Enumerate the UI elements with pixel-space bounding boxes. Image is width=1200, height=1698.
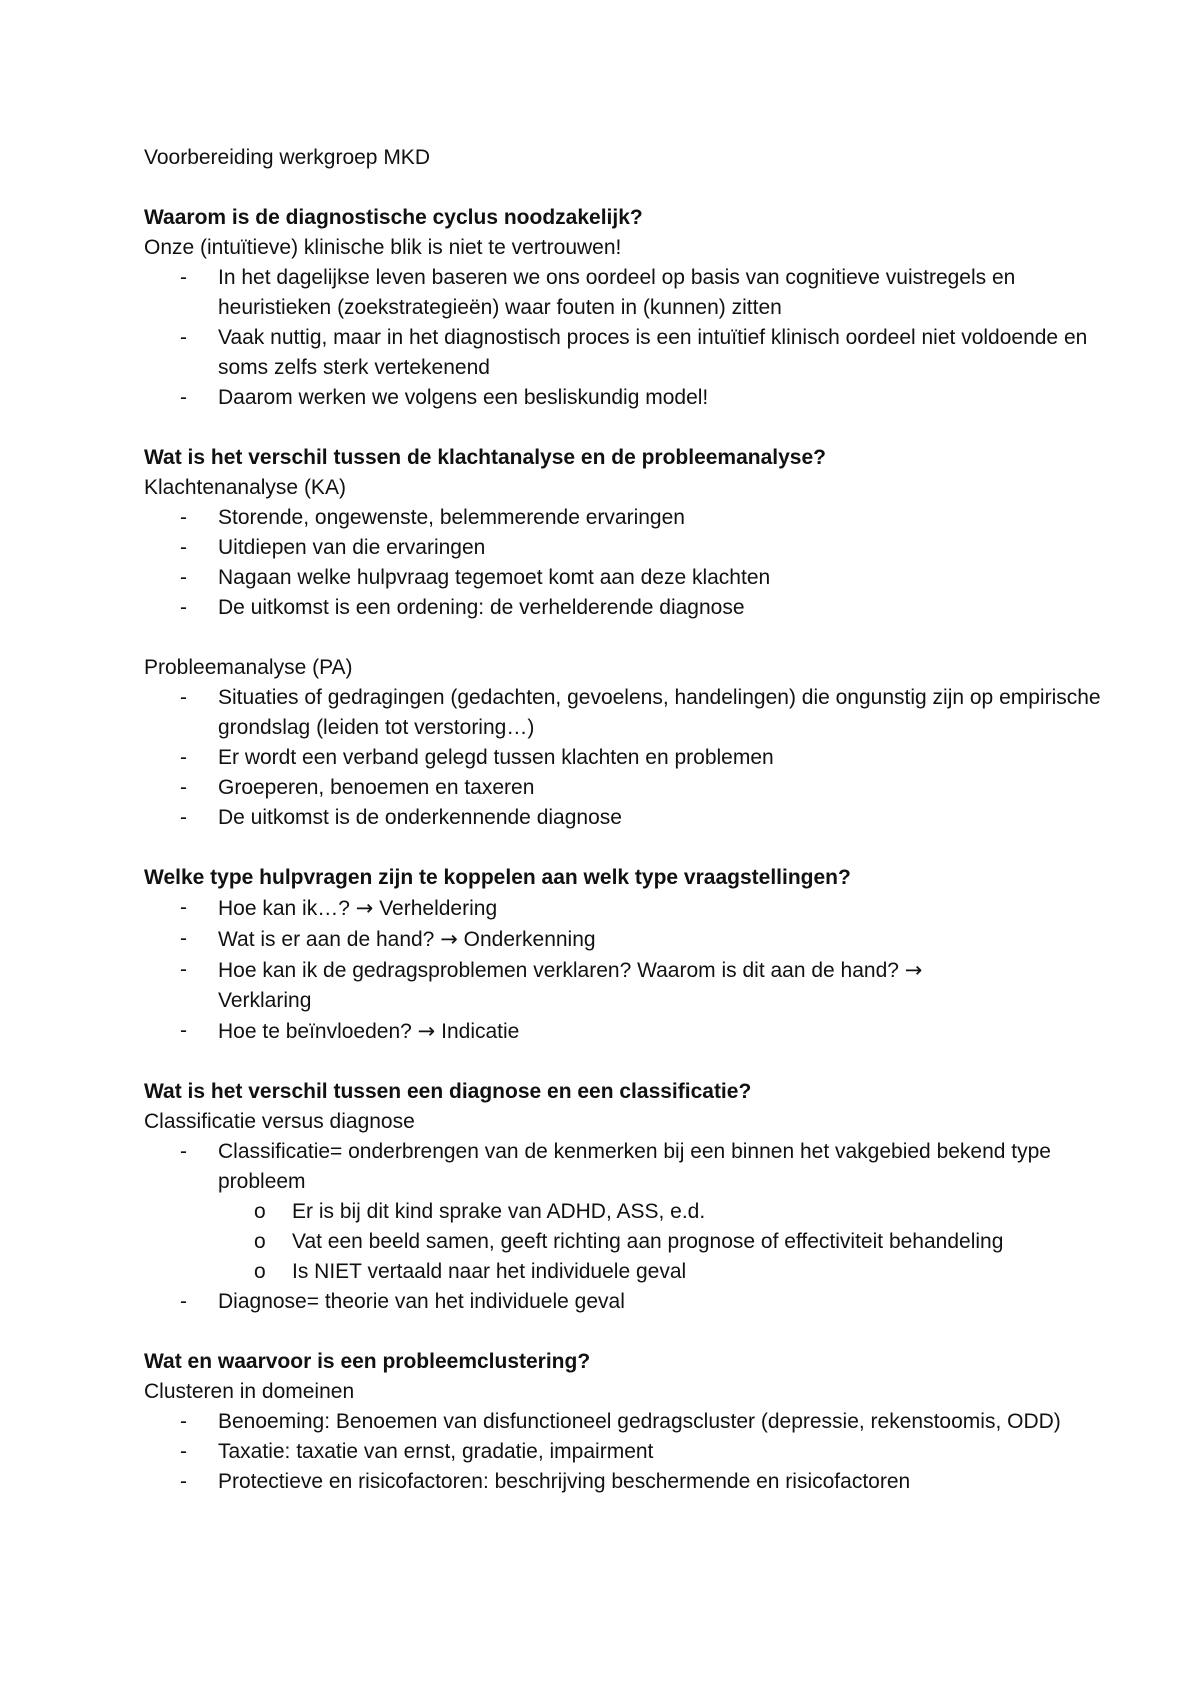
list-item: - Situaties of gedragingen (gedachten, gevoelens, handelingen) die ongunstig zijn op empirische grondslag (leiden tot verstoring…) bbox=[218, 683, 1120, 743]
list-item bbox=[218, 924, 1120, 955]
list-item: - Er wordt een verband gelegd tussen klachten en problemen bbox=[218, 743, 1120, 773]
question-heading: Wat is het verschil tussen de klachtanalyse en de probleemanalyse? bbox=[144, 446, 826, 469]
bullet-list bbox=[144, 1137, 1120, 1317]
item-result: Verklaring bbox=[218, 989, 312, 1012]
question-heading: Wat is het verschil tussen een diagnose en een classificatie? bbox=[144, 1080, 752, 1103]
list-item bbox=[218, 893, 1120, 924]
item-text: Hoe kan ik…? bbox=[218, 897, 350, 920]
sub-bullet-list bbox=[218, 1197, 1120, 1287]
list-item: - Benoeming: Benoemen van disfunctioneel gedragscluster (depressie, rekenstoomis, ODD) bbox=[218, 1407, 1120, 1437]
bullet-list bbox=[144, 893, 1120, 1047]
sub-list-item: o Is NIET vertaald naar het individuele geval bbox=[292, 1257, 1120, 1287]
list-item: - Diagnose= theorie van het individuele geval bbox=[218, 1287, 1120, 1317]
spacer bbox=[144, 833, 1120, 863]
question-heading: Wat en waarvoor is een probleemclustering? bbox=[144, 1350, 591, 1373]
spacer bbox=[144, 413, 1120, 443]
item-text: Classificatie= onderbrengen van de kenmerken bij een binnen het vakgebied bekend type probleem bbox=[218, 1140, 1051, 1193]
item-result: Onderkenning bbox=[463, 928, 596, 951]
list-item: - Vaak nuttig, maar in het diagnostisch proces is een intuïtief klinisch oordeel niet voldoende en soms zelfs sterk vertekenend bbox=[218, 323, 1120, 383]
list-item: - De uitkomst is een ordening: de verhelderende diagnose bbox=[218, 593, 1120, 623]
section-intro: Probleemanalyse (PA) bbox=[144, 656, 353, 679]
list-item bbox=[218, 955, 1120, 1016]
arrow-right-icon: → bbox=[355, 896, 374, 920]
sub-list-item: o Vat een beeld samen, geeft richting aan prognose of effectiviteit behandeling bbox=[292, 1227, 1120, 1257]
spacer bbox=[144, 1047, 1120, 1077]
list-item bbox=[218, 1137, 1120, 1287]
bullet-list bbox=[144, 1407, 1120, 1497]
list-item: - Daarom werken we volgens een besliskundig model! bbox=[218, 383, 1120, 413]
arrow-right-icon: → bbox=[417, 1019, 436, 1043]
list-item: - Nagaan welke hulpvraag tegemoet komt aan deze klachten bbox=[218, 563, 1120, 593]
bullet-list bbox=[144, 683, 1120, 833]
section-intro: Onze (intuïtieve) klinische blik is niet te vertrouwen! bbox=[144, 236, 622, 259]
list-item: - Protectieve en risicofactoren: beschrijving beschermende en risicofactoren bbox=[218, 1467, 1120, 1497]
sub-list-item: o Er is bij dit kind sprake van ADHD, ASS, e.d. bbox=[292, 1197, 1120, 1227]
list-item: - In het dagelijkse leven baseren we ons oordeel op basis van cognitieve vuistregels en heuristieken (zoekstrategieën) waar fouten in (kunnen) zitten bbox=[218, 263, 1120, 323]
list-item bbox=[218, 1016, 1120, 1047]
list-item: - Storende, ongewenste, belemmerende ervaringen bbox=[218, 503, 1120, 533]
list-item: - Groeperen, benoemen en taxeren bbox=[218, 773, 1120, 803]
list-item: - Uitdiepen van die ervaringen bbox=[218, 533, 1120, 563]
document-title: Voorbereiding werkgroep MKD bbox=[144, 146, 430, 169]
item-result: Indicatie bbox=[441, 1020, 520, 1043]
list-item: - Taxatie: taxatie van ernst, gradatie, impairment bbox=[218, 1437, 1120, 1467]
question-heading: Waarom is de diagnostische cyclus noodzakelijk? bbox=[144, 206, 643, 229]
item-text: Wat is er aan de hand? bbox=[218, 928, 435, 951]
spacer bbox=[144, 173, 1120, 203]
spacer bbox=[144, 623, 1120, 653]
section-intro: Klachtenanalyse (KA) bbox=[144, 476, 346, 499]
arrow-right-icon: → bbox=[904, 958, 923, 982]
list-item: - De uitkomst is de onderkennende diagnose bbox=[218, 803, 1120, 833]
item-text: Hoe te beïnvloeden? bbox=[218, 1020, 412, 1043]
section-intro: Classificatie versus diagnose bbox=[144, 1110, 415, 1133]
item-result: Verheldering bbox=[379, 897, 498, 920]
question-heading: Welke type hulpvragen zijn te koppelen aan welk type vraagstellingen? bbox=[144, 866, 851, 889]
arrow-right-icon: → bbox=[440, 927, 458, 951]
bullet-list bbox=[144, 263, 1120, 413]
bullet-list bbox=[144, 503, 1120, 623]
item-text: Hoe kan ik de gedragsproblemen verklaren? Waarom is dit aan de hand? bbox=[218, 959, 899, 982]
spacer bbox=[144, 1317, 1120, 1347]
section-intro: Clusteren in domeinen bbox=[144, 1380, 355, 1403]
